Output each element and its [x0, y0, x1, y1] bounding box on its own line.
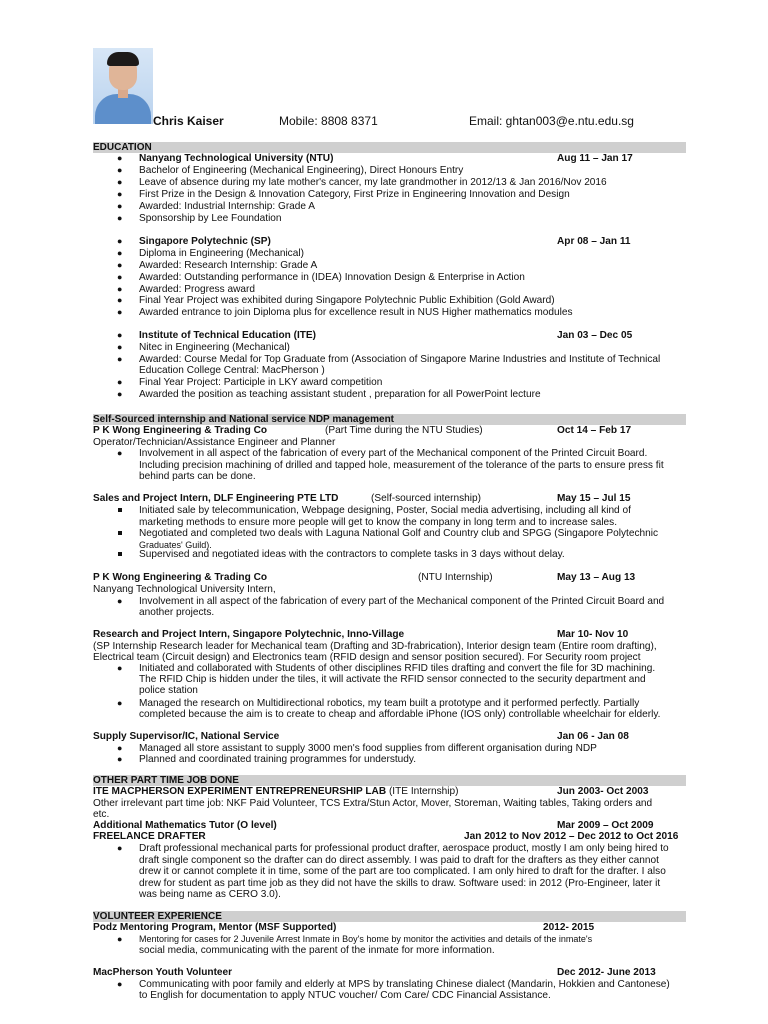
- section-volunteer-title: VOLUNTEER EXPERIENCE: [93, 911, 686, 922]
- role: Nanyang Technological University Intern,: [93, 584, 276, 595]
- list-item-cont: police station: [139, 685, 198, 696]
- tutor: Additional Mathematics Tutor (O level): [93, 820, 277, 831]
- employer-pkw-2: P K Wong Engineering & Trading Co: [93, 572, 268, 583]
- list-item: Awarded the position as teaching assistant student , preparation for all PowerPoint lecture: [139, 389, 541, 400]
- list-item: Initiated sale by telecommunication, Webpage designing, Poster, Social media advertising, including all kind of: [139, 505, 631, 516]
- date-sp-intern: Mar 10- Nov 10: [557, 629, 629, 640]
- drafter: FREELANCE DRAFTER: [93, 831, 206, 842]
- list-item: Awarded: Outstanding performance in (IDEA) Innovation Design & Enterprise in Action: [139, 272, 525, 283]
- list-item: Involvement in all aspect of the fabrication of every part of the Mechanical component of the Printed Circuit Board and: [139, 596, 665, 607]
- list-item: Supervised and negotiated ideas with the contractors to complete tasks in 3 days without delay.: [139, 549, 565, 560]
- list-item: Communicating with poor family and elderly at MPS by translating Chinese dialect (Mandarin, Hokkien and Cantonese): [139, 979, 670, 990]
- employer-sp: Research and Project Intern, Singapore Polytechnic, Inno-Village: [93, 629, 405, 640]
- school-sp: Singapore Polytechnic (SP): [139, 236, 271, 247]
- description: (SP Internship Research leader for Mechanical team (Drafting and 3D-frabrication), Interior design team (Entire room drafting),: [93, 641, 657, 652]
- list-item: Draft professional mechanical parts for professional product drafter, aerospace product, mostly I am only being hired to: [139, 843, 669, 854]
- list-item: Managed all store assistant to supply 3000 men's food supplies from different organisation during NDP: [139, 743, 597, 754]
- list-item: Final Year Project was exhibited during Singapore Polytechnic Public Exhibition (Gold Award): [139, 295, 555, 306]
- description: Electrical team (Circuit design) and Electronics team (RFID design and sensor position secured). For Security room project: [93, 652, 641, 663]
- list-item: Sponsorship by Lee Foundation: [139, 213, 282, 224]
- employer-note: (Self-sourced internship): [371, 493, 481, 504]
- description: Other irrelevant part time job: NKF Paid Volunteer, TCS Extra/Stun Actor, Mover, Storeman, Waiting tables, Taking orders and: [93, 798, 653, 809]
- list-item-cont: Graduates' Guild).: [139, 540, 212, 550]
- list-item: Planned and coordinated training programmes for understudy.: [139, 754, 416, 765]
- date-dlf: May 15 – Jul 15: [557, 493, 631, 504]
- date-pkw-2: May 13 – Aug 13: [557, 572, 636, 583]
- ite-lab: ITE MACPHERSON EXPERIMENT ENTREPRENEURSHIP LAB (ITE Internship): [93, 786, 459, 797]
- list-item-cont: marketing methods to ensure more people will get to know the company in long term and to increase sales.: [139, 517, 618, 528]
- list-item: Final Year Project: Participle in LKY award competition: [139, 377, 383, 388]
- list-item: Initiated and collaborated with Students of other disciplines RFID tiles drafting and convert the file for 3D machining.: [139, 663, 656, 674]
- list-item: Managed the research on Multidirectional robotics, my team built a prototype and it performed perfectly. Partially: [139, 698, 640, 709]
- list-item-cont: to English for documentation to apply NTUC voucher/ Com Care/ CDC Financial Assistance.: [139, 990, 551, 1001]
- list-item: Bachelor of Engineering (Mechanical Engineering), Direct Honours Entry: [139, 165, 464, 176]
- list-item-cont: drew it or cannot complete it in time, some of the part are too complicated. I am only hired to draft for the drafter. I also: [139, 866, 666, 877]
- list-item: Awarded: Industrial Internship: Grade A: [139, 201, 315, 212]
- list-item: First Prize in the Design & Innovation Category, First Prize in Engineering Innovation and Design: [139, 189, 570, 200]
- list-item: Awarded: Course Medal for Top Graduate from (Association of Singapore Marine Industries and Institute of Technical: [139, 354, 661, 365]
- school-ntu: Nanyang Technological University (NTU): [139, 153, 334, 164]
- date-ns: Jan 06 - Jan 08: [557, 731, 629, 742]
- list-item: Leave of absence during my late mother's cancer, my late grandmother in 2012/13 & Jan 2016/Nov 2016: [139, 177, 607, 188]
- list-item-cont: Including precision machining of drilled and tapped hole, measurement of the tolerance of the parts to ensure press fit: [139, 460, 664, 471]
- list-item-cont: social media, communicating with the parent of the inmate for more information.: [139, 945, 495, 956]
- employer-note: (Part Time during the NTU Studies): [325, 425, 483, 436]
- list-item: Awarded entrance to join Diploma plus for excellence result in NUS Higher mathematics modules: [139, 307, 573, 318]
- employer-pkw-1: P K Wong Engineering & Trading Co: [93, 425, 268, 436]
- role: Operator/Technician/Assistance Engineer and Planner: [93, 437, 336, 448]
- date-podz: 2012- 2015: [543, 922, 595, 933]
- section-internship-title: Self-Sourced internship and National service NDP management: [93, 414, 686, 425]
- podz: Podz Mentoring Program, Mentor (MSF Supported): [93, 922, 337, 933]
- list-item: Mentoring for cases for 2 Juvenile Arrest Inmate in Boy's home by monitor the activities and details of the inmate's: [139, 934, 593, 944]
- list-item-cont: completed because the aim is to create to cheap and affordable iPhone (IOS only) controllable wheelchair for elderly.: [139, 709, 661, 720]
- list-item-cont: drew for student as part time job as they did not have the skills to draw. Software used: in 2012 (Pro-Engineer, later it: [139, 878, 661, 889]
- macpherson: MacPherson Youth Volunteer: [93, 967, 233, 978]
- description: etc.: [93, 809, 110, 820]
- date-ite: Jan 03 – Dec 05: [557, 330, 633, 341]
- date-macpherson: Dec 2012- June 2013: [557, 967, 656, 978]
- list-item-cont: The RFID Chip is hidden under the tiles, it will activate the RFID sensor connected to the security department and: [139, 674, 646, 685]
- list-item: Involvement in all aspect of the fabrication of every part of the Mechanical component of the Printed Circuit Board.: [139, 448, 648, 459]
- date-pkw-1: Oct 14 – Feb 17: [557, 425, 632, 436]
- employer-dlf: Sales and Project Intern, DLF Engineering PTE LTD: [93, 493, 339, 504]
- list-item-cont: was being name as CERO 3.0).: [139, 889, 281, 900]
- list-item-cont: draft single component so the drafter can do direct assembly. I was paid to draft for the drafters as they either cannot: [139, 855, 659, 866]
- school-ite: Institute of Technical Education (ITE): [139, 330, 317, 341]
- profile-photo: [93, 48, 153, 124]
- list-item: Negotiated and completed two deals with Laguna National Golf and Country club and SPGG (Singapore Polytechnic: [139, 528, 659, 539]
- section-education-title: EDUCATION: [93, 142, 686, 153]
- date-tutor: Mar 2009 – Oct 2009: [557, 820, 654, 831]
- list-item: Diploma in Engineering (Mechanical): [139, 248, 304, 259]
- list-item: Awarded: Progress award: [139, 284, 255, 295]
- mobile-number: Mobile: 8808 8371: [279, 114, 378, 128]
- section-other-title: OTHER PART TIME JOB DONE: [93, 775, 686, 786]
- date-sp: Apr 08 – Jan 11: [557, 236, 631, 247]
- email-address: Email: ghtan003@e.ntu.edu.sg: [469, 114, 634, 128]
- employer-note: (NTU Internship): [418, 572, 493, 583]
- date-ite-lab: Jun 2003- Oct 2003: [557, 786, 649, 797]
- candidate-name: Chris Kaiser: [153, 114, 224, 128]
- date-ntu: Aug 11 – Jan 17: [557, 153, 633, 164]
- list-item: Nitec in Engineering (Mechanical): [139, 342, 290, 353]
- list-item-cont: another projects.: [139, 607, 215, 618]
- list-item-cont: Education College Central: MacPherson ): [139, 365, 325, 376]
- list-item-cont: behind parts can be done.: [139, 471, 256, 482]
- list-item: Awarded: Research Internship: Grade A: [139, 260, 318, 271]
- employer-ns: Supply Supervisor/IC, National Service: [93, 731, 280, 742]
- date-drafter: Jan 2012 to Nov 2012 – Dec 2012 to Oct 2016: [464, 831, 679, 842]
